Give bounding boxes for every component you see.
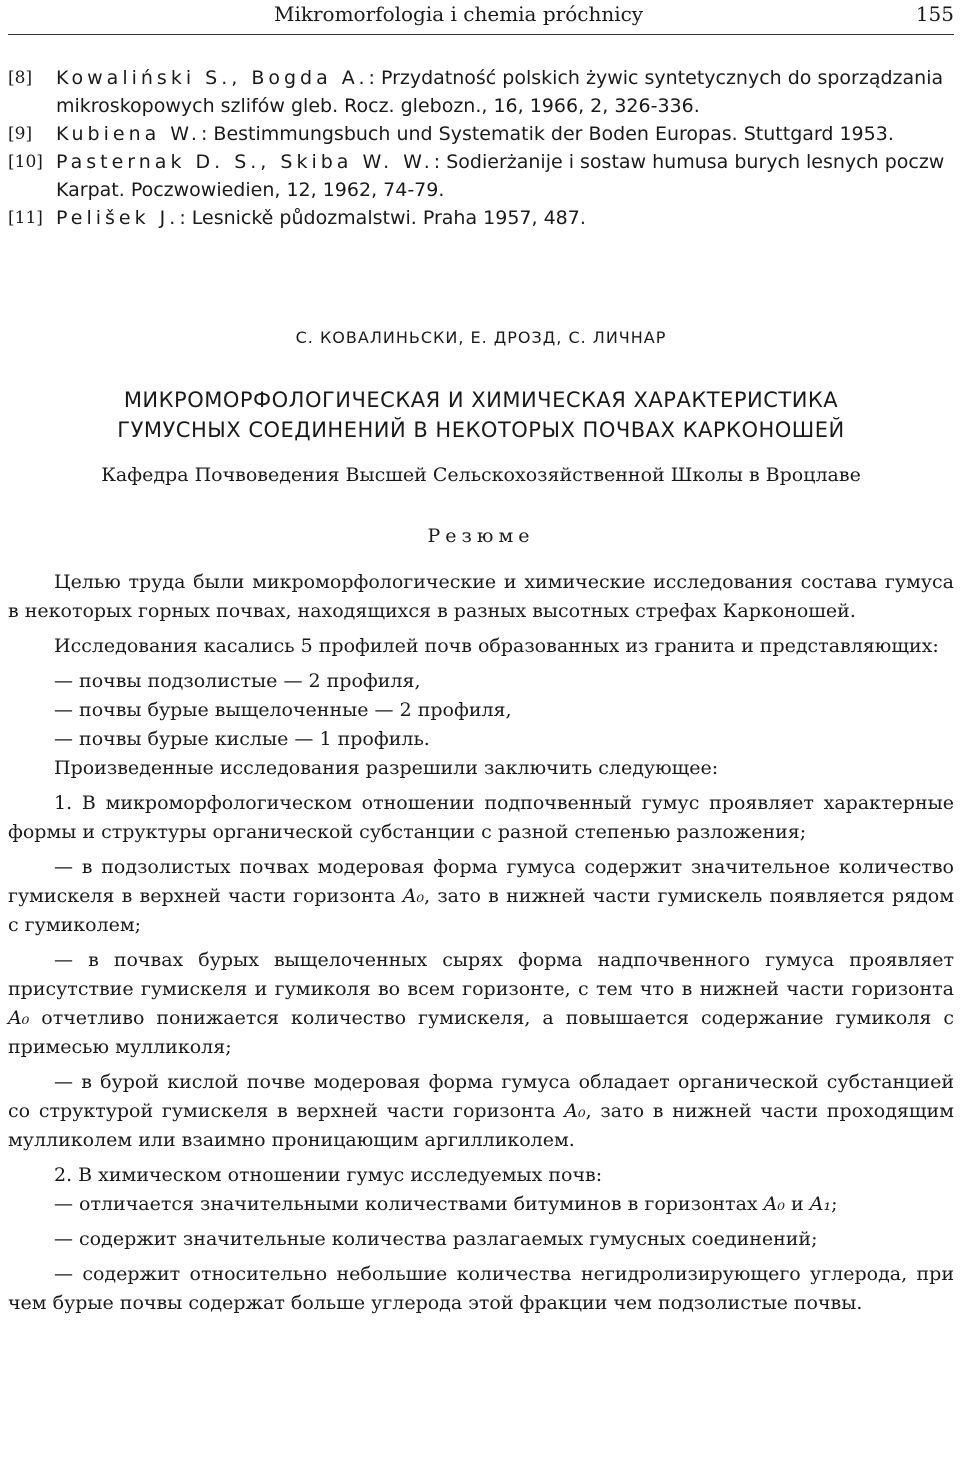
- reference-text: : Sodierżanije i sostaw humusa burych lesnych poczw Karpat. Poczwowiedien, 12, 1962, 74-79.: [56, 151, 945, 201]
- reference-number: [11]: [8, 208, 43, 228]
- reference-author: Pasternak D. S., Skiba W. W.: [56, 151, 434, 173]
- horizon-symbol: A₀: [8, 1007, 30, 1029]
- text-run: ;: [831, 1193, 838, 1215]
- text-run: — в подзолистых почвах модеровая форма гумуса содержит значительное количество гумискеля в верхней части горизонта: [8, 856, 954, 907]
- reference-item: [8, 64, 954, 120]
- text-run: , зато в нижней части проходящим мулликолем или взаимно проницающим аргилликолем.: [8, 1100, 955, 1151]
- text-run: и: [785, 1193, 810, 1215]
- reference-number: [9]: [8, 124, 33, 144]
- list-item: — почвы бурые кислые — 1 профиль.: [54, 728, 430, 750]
- paragraph: 1. В микроморфологическом отношении подпочвенный гумус проявляет характерные формы и структуры органической субстанции с разной степенью разложения;: [8, 792, 954, 843]
- paragraph: [8, 1190, 954, 1219]
- reference-list: [8, 64, 954, 232]
- reference-author: Kubiena W.: [56, 123, 201, 145]
- reference-text: : Bestimmungsbuch und Systematik der Boden Europas. Stuttgard 1953.: [200, 123, 894, 145]
- summary-title-line-1: МИКРОМОРФОЛОГИЧЕСКАЯ И ХИМИЧЕСКАЯ ХАРАКТЕРИСТИКА: [123, 388, 839, 412]
- reference-author: Kowaliński S., Bogda A.: [56, 67, 369, 89]
- horizon-symbol: A₁: [809, 1193, 832, 1215]
- reference-number: [8]: [8, 68, 33, 88]
- summary-authors: С. КОВАЛИНЬСКИ, Е. ДРОЗД, С. ЛИЧНАР: [295, 328, 667, 347]
- paragraph: — содержит значительные количества разлагаемых гумусных соединений;: [54, 1228, 818, 1250]
- summary-heading: Резюме: [427, 525, 535, 547]
- summary-title-line-2: ГУМУСНЫХ СОЕДИНЕНИЙ В НЕКОТОРЫХ ПОЧВАХ КАРКОНОШЕЙ: [117, 418, 845, 442]
- reference-item: [8, 204, 954, 232]
- summary-body: [8, 568, 954, 1318]
- horizon-symbol: A₀: [564, 1100, 586, 1122]
- reference-item: [8, 148, 954, 204]
- paragraph: Целью труда были микроморфологические и химические исследования состава гумуса в некоторых горных почвах, находящихся в разных высотных стрефах Карконошей.: [8, 571, 954, 622]
- paragraph: Исследования касались 5 профилей почв образованных из гранита и представляющих:: [54, 635, 939, 657]
- text-run: — в почвах бурых выщелоченных сырях форма надпочвенного гумуса проявляет присутствие гумискеля и гумиколя во всем горизонте, с тем что в нижней части горизонта: [8, 949, 954, 1000]
- paragraph: 2. В химическом отношении гумус исследуемых почв:: [54, 1164, 603, 1186]
- reference-number: [10]: [8, 152, 43, 172]
- running-title: Mikromorfologia i chemia próchnicy: [274, 2, 644, 26]
- reference-item: [8, 120, 954, 148]
- paragraph: — содержит относительно небольшие количества негидролизирующего углерода, при чем бурые почвы содержат больше углерода этой фракции чем подзолистые почвы.: [8, 1263, 954, 1314]
- text-run: отчетливо понижается количество гумискеля, а повышается содержание гумиколя с примесью мулликоля;: [8, 1007, 954, 1058]
- text-run: , зато в нижней части гумискель появляется рядом с гумиколем;: [8, 885, 955, 936]
- reference-author: Pelišek J.: [56, 207, 180, 229]
- text-run: — отличается значительными количествами битуминов в горизонтах: [54, 1193, 764, 1215]
- running-header: [8, 0, 954, 35]
- paragraph: Произведенные исследования разрешили заключить следующее:: [54, 757, 719, 779]
- text-run: — в бурой кислой почве модеровая форма гумуса обладает органической субстанцией со структурой гумискеля в верхней части горизонта: [8, 1071, 954, 1122]
- summary-affiliation: Кафедра Почвоведения Высшей Сельскохозяйственной Школы в Вроцлаве: [101, 464, 861, 486]
- reference-text: : Lesnickě půdozmalstwi. Praha 1957, 487.: [179, 207, 586, 229]
- horizon-symbol: A₀: [763, 1193, 785, 1215]
- list-item: — почвы бурые выщелоченные — 2 профиля,: [54, 699, 512, 721]
- horizon-symbol: A₀: [402, 885, 425, 907]
- list-item: — почвы подзолистые — 2 профиля,: [54, 670, 421, 692]
- paragraph: [8, 1068, 954, 1155]
- reference-text: : Przydatność polskich żywic syntetycznych do sporządzania mikroskopowych szlifów gleb. Rocz. glebozn., 16, 1966, 2, 326-336.: [56, 67, 944, 117]
- page-number: 155: [915, 2, 954, 26]
- paragraph: [8, 946, 954, 1062]
- summary-title: [8, 385, 954, 445]
- paragraph: [8, 853, 954, 940]
